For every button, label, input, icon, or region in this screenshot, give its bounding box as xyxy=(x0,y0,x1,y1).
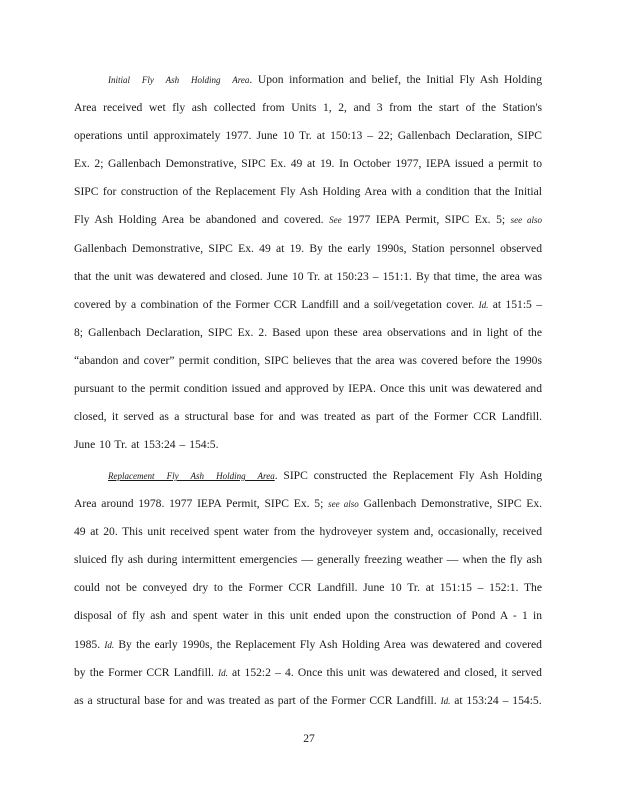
sentence: at 152:2 – 4. Once this unit was dewatered and closed, it served as a structural base for and was treated as part of the Former CCR Landfill. xyxy=(74,665,542,707)
sentence: Gallenbach Demonstrative, SIPC Ex. 49 at 20. This unit received spent water from the hydroveyer system and, occasionally, received sluiced fly ash during intermittent emergencies — generally freezing weather — when the fly ash could not be conveyed dry to the Former CCR Landfill. June 10 Tr. at 151:15 – 152:1. The disposal of fly ash and spent water in this unit ended upon the construction of Pond A - 1 in 1985. xyxy=(74,497,543,651)
citation-signal-see-also: see also xyxy=(510,215,542,226)
sentence: at 151:5 – 8; Gallenbach Declaration, SIPC Ex. 2. Based upon these area observations and in light of the “abandon and cover” permit condition, SIPC believes that the area was covered before the 1990s pursuant to the permit condition issued and approved by IEPA. Once this unit was dewatered and closed, it served as a structural base for and was treated as part of the Former CCR Landfill. June 10 Tr. at 153:24 – 154:5. xyxy=(74,297,542,452)
paragraph-replacement-fly-ash xyxy=(74,462,542,715)
citation-signal-see: See xyxy=(329,215,342,226)
sentence: . SIPC constructed the Replacement Fly Ash Holding Area around 1978. 1977 IEPA Permit, SIPC Ex. 5; xyxy=(74,469,542,511)
citation-signal-see-also: see also xyxy=(328,499,359,510)
sentence: 1977 IEPA Permit, SIPC Ex. 5; xyxy=(347,213,506,227)
paragraph-initial-fly-ash xyxy=(74,66,542,459)
paragraph-text xyxy=(74,66,542,459)
citation-signal-id: Id. xyxy=(478,299,489,310)
page-number: 27 xyxy=(303,732,315,745)
sentence: at 153:24 – 154:5. xyxy=(454,693,542,707)
sentence: Gallenbach Demonstrative, SIPC Ex. 49 at 19. By the early 1990s, Station personnel observed that the unit was dewatered and closed. June 10 Tr. at 150:23 – 151:1. By that time, the area was covered by a combination of the Former CCR Landfill and a soil/vegetation cover. xyxy=(74,241,542,311)
section-heading-replacement-fly-ash: Replacement Fly Ash Holding Area xyxy=(108,471,275,481)
sentence: By the early 1990s, the Replacement Fly Ash Holding Area was dewatered and covered by the Former CCR Landfill. xyxy=(74,637,542,679)
sentence: . Upon information and belief, the Initial Fly Ash Holding Area received wet fly ash collected from Units 1, 2, and 3 from the start of the Station's operations until approximately 1977. June 10 Tr. at 150:13 – 22; Gallenbach Declaration, SIPC Ex. 2; Gallenbach Demonstrative, SIPC Ex. 49 at 19. In October 1977, IEPA issued a permit to SIPC for construction of the Replacement Fly Ash Holding Area with a condition that the Initial Fly Ash Holding Area be abandoned and covered. xyxy=(74,73,543,227)
citation-signal-id: Id. xyxy=(104,639,115,650)
citation-signal-id: Id. xyxy=(218,667,228,678)
citation-signal-id: Id. xyxy=(440,695,451,706)
section-heading-initial-fly-ash: Initial Fly Ash Holding Area xyxy=(108,75,250,85)
paragraph-text xyxy=(74,462,542,715)
